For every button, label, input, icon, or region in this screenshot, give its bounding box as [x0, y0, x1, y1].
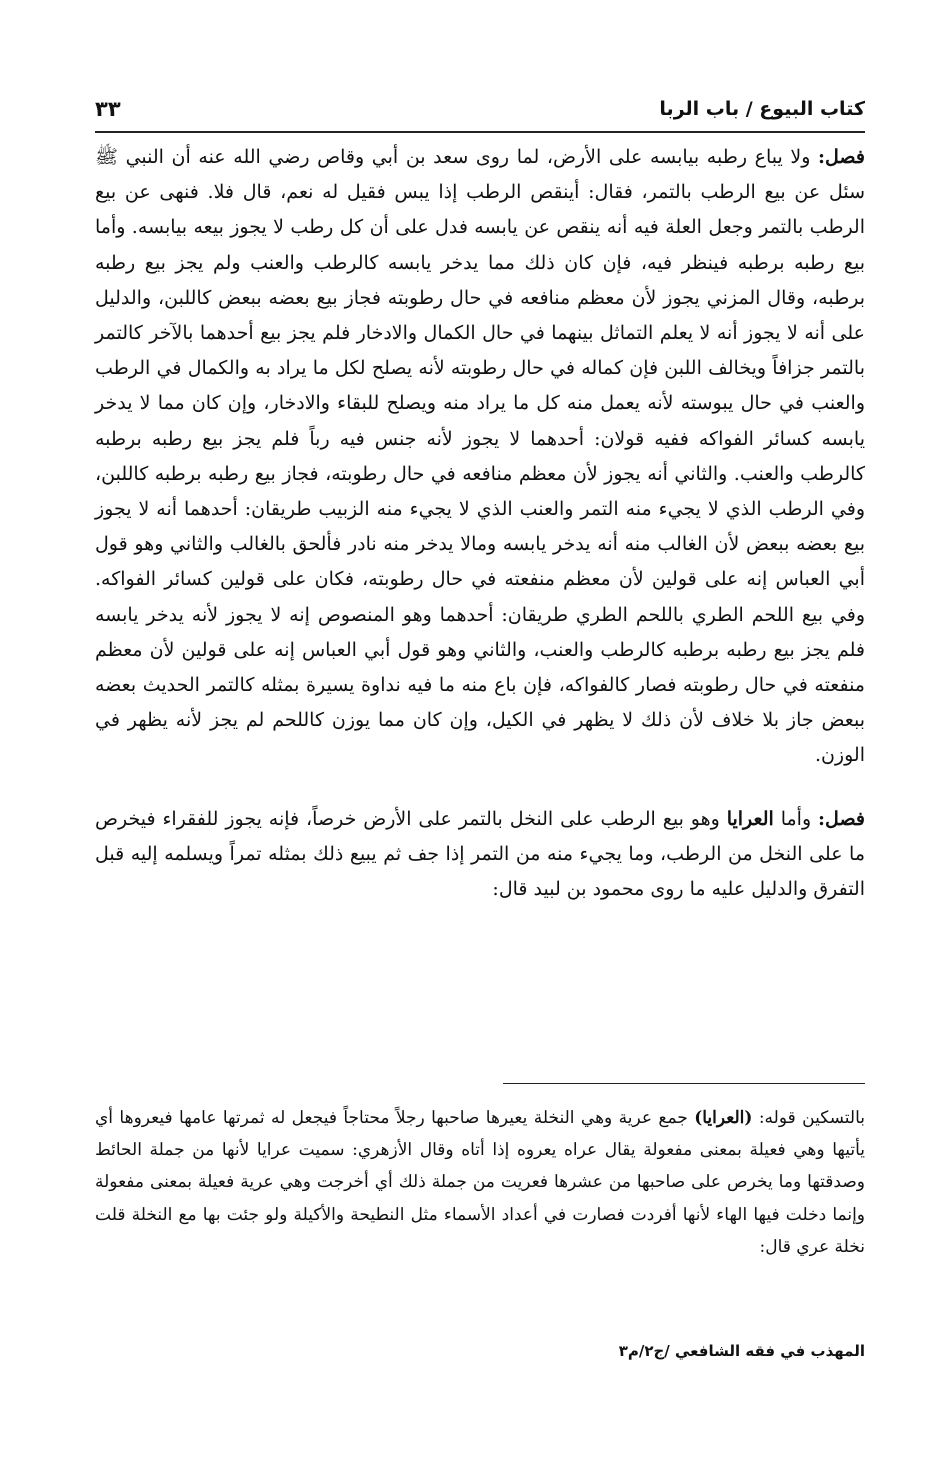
paragraph — [95, 802, 865, 908]
section-label: فصل: — [818, 807, 866, 830]
footnote-term: (العرايا) — [694, 1108, 753, 1128]
book-page — [95, 80, 865, 1410]
footnote-paragraph — [95, 1102, 865, 1263]
header-rule — [95, 131, 865, 133]
defined-term: العرايا — [726, 807, 774, 830]
paragraph — [95, 140, 865, 774]
paragraph-text: وهو بيع الرطب على النخل بالتمر على الأرض خرصاً، فإنه يجوز للفقراء فيخرص ما على النخل من الرطب، وما يجيء منه من التمر إذا جف ثم يبيع ذلك بمثله تمراً ويسلمه إليه قبل التفرق والدليل عليه ما روى محمود بن لبيد قال: — [95, 807, 865, 901]
paragraph-text: ولا يباع رطبه بيابسه على الأرض، لما روى سعد بن أبي وقاص رضي الله عنه أن النبي ﷺ سئل عن بيع الرطب بالتمر، فقال: أينقص الرطب إذا يبس فقيل له نعم، قال فلا. فنهى عن بيع الرطب بالتمر وجعل العلة فيه أنه ينقص عن يابسه فدل على أن كل رطب لا يجوز بيعه بيابسه. وأما بيع رطبه برطبه فينظر فيه، فإن كان ذلك مما يدخر يابسه كالرطب والعنب ولم يجز بيع رطبه برطبه، وقال المزني يجوز لأن معظم منافعه في حال رطوبته فجاز بيع بعضه ببعض كاللبن، والدليل على أنه لا يجوز أنه لا يعلم التماثل بينهما في حال الكمال والادخار فلم يجز بيع أحدهما بالآخر كالتمر بالتمر جزافاً ويخالف اللبن فإن كماله في حال رطوبته لأنه يصلح لكل ما يراد به والكمال في الرطب والعنب في حال يبوسته لأنه يعمل منه كل ما يراد منه ويصلح للبقاء والادخار، وإن كان مما لا يدخر يابسه كسائر الفواكه ففيه قولان: أحدهما لا يجوز لأنه جنس فيه رباً فلم يجز بيع رطبه برطبه كالرطب والعنب. والثاني أنه يجوز لأن معظم منافعه في حال رطوبته، فجاز بيع رطبه برطبه كاللبن، وفي الرطب الذي لا يجيء منه التمر والعنب الذي لا يجيء منه الزبيب طريقان: أحدهما أنه لا يجوز بيع بعضه ببعض لأن الغالب منه أنه يدخر يابسه ومالا يدخر منه نادر فألحق بالغالب والثاني وهو قول أبي العباس إنه على قولين لأن معظم منفعته في حال رطوبته، فكان على قولين كسائر الفواكه. وفي بيع اللحم الطري باللحم الطري طريقان: أحدهما وهو المنصوص إنه لا يجوز لأنه يدخر يابسه فلم يجز بيع رطبه برطبه كالرطب والعنب، والثاني وهو قول أبي العباس إنه على قولين لأن معظم منفعته في حال رطوبته فصار كالفواكه، فإن باع منه ما فيه نداوة يسيرة بمثله كالتمر الحديث بعضه ببعض جاز بلا خلاف لأن ذلك لا يظهر في الكيل، وإن كان مما يوزن كاللحم لم يجز لأنه يظهر في الوزن. — [95, 146, 866, 767]
printer-signature: المهذب في فقه الشافعي /ج٢/م٣ — [618, 1342, 865, 1360]
page-number: ٣٣ — [95, 97, 121, 121]
footnote-text: بالتسكين قوله: — [758, 1108, 866, 1128]
chapter-title: كتاب البيوع / باب الربا — [659, 98, 865, 120]
footnote-rule — [503, 1083, 865, 1084]
running-header — [95, 92, 865, 126]
footnote-text: جمع عرية وهي النخلة يعيرها صاحبها رجلاً محتاجاً فيجعل له ثمرتها عامها فيعروها أي يأتيها وهي فعيلة بمعنى مفعولة يقال عراه يعروه إذا أتاه وقال الأزهري: سميت عرايا لأنها من جملة الحائط وصدقتها وما يخرص على صاحبها من عشرها فعريت من جملة ذلك أي أخرجت وهي عرية فعيلة بمعنى مفعولة وإنما دخلت فيها الهاء لأنها أفردت فصارت في أعداد الأسماء مثل النطيحة والأكيلة ولو جئت بها مع النخلة قلت نخلة عري قال: — [95, 1108, 865, 1257]
section-label: فصل: — [818, 146, 865, 168]
footnote — [95, 1102, 865, 1263]
paragraph-text: وأما — [780, 807, 812, 830]
main-text — [95, 140, 865, 907]
